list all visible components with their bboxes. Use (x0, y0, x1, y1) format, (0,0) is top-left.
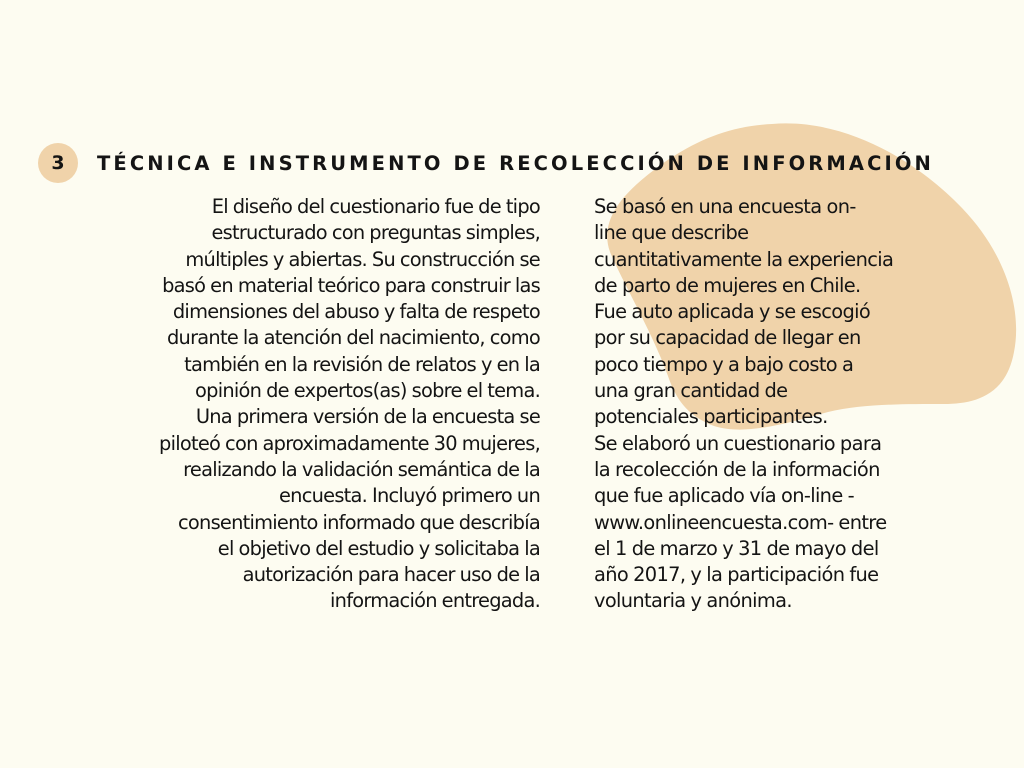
text-line: información entregada. (330, 589, 540, 613)
text-line: Fue auto aplicada y se escogió (594, 300, 871, 324)
text-line: www.onlineencuesta.com- entre (594, 510, 887, 534)
text-line: encuesta. Incluyó primero un (278, 484, 540, 508)
text-line: durante la atención del nacimiento, como (166, 326, 540, 350)
text-line: voluntaria y anónima. (594, 589, 792, 613)
text-line: poco tiempo y a bajo costo a (594, 352, 854, 376)
text-line: Se elaboró un cuestionario para (594, 431, 882, 455)
text-line: estructurado con preguntas simples, (211, 221, 540, 245)
text-line: múltiples y abiertas. Su construcción se (185, 247, 540, 271)
text-line: opinión de expertos(as) sobre el tema. (195, 379, 540, 403)
text-line: también en la revisión de relatos y en la (184, 352, 540, 376)
text-line: por su capacidad de llegar en (594, 326, 861, 350)
section-title: TÉCNICA E INSTRUMENTO DE RECOLECCIÓN DE INFORMACIÓN (97, 151, 934, 175)
text-line: potenciales participantes. (594, 405, 828, 429)
section-number-badge (38, 143, 78, 183)
text-line: una gran cantidad de (594, 379, 788, 403)
text-line: Una primera versión de la encuesta se (195, 405, 540, 429)
left-text-column (44, 194, 540, 615)
text-line: basó en material teórico para construir las (162, 273, 540, 297)
text-line: el 1 de marzo y 31 de mayo del (594, 536, 879, 560)
text-line: de parto de mujeres en Chile. (594, 273, 861, 297)
text-line: piloteó con aproximadamente 30 mujeres, (159, 431, 540, 455)
text-line: que fue aplicado vía on-line - (594, 484, 854, 508)
text-line: cuantitativamente la experiencia (594, 247, 894, 271)
text-line: el objetivo del estudio y solicitaba la (217, 536, 540, 560)
text-line: line que describe (594, 221, 749, 245)
right-text-column (594, 194, 984, 615)
text-line: Se basó en una encuesta on- (594, 195, 856, 218)
text-line: realizando la validación semántica de la (183, 457, 540, 481)
text-line: autorización para hacer uso de la (242, 563, 540, 587)
text-line: dimensiones del abuso y falta de respeto (172, 300, 540, 324)
text-line: consentimiento informado que describía (178, 510, 540, 534)
text-line: año 2017, y la participación fue (594, 563, 879, 587)
text-line: El diseño del cuestionario fue de tipo (211, 195, 540, 218)
section-number: 3 (51, 152, 65, 174)
section-header (38, 143, 934, 183)
text-line: la recolección de la información (594, 457, 880, 481)
